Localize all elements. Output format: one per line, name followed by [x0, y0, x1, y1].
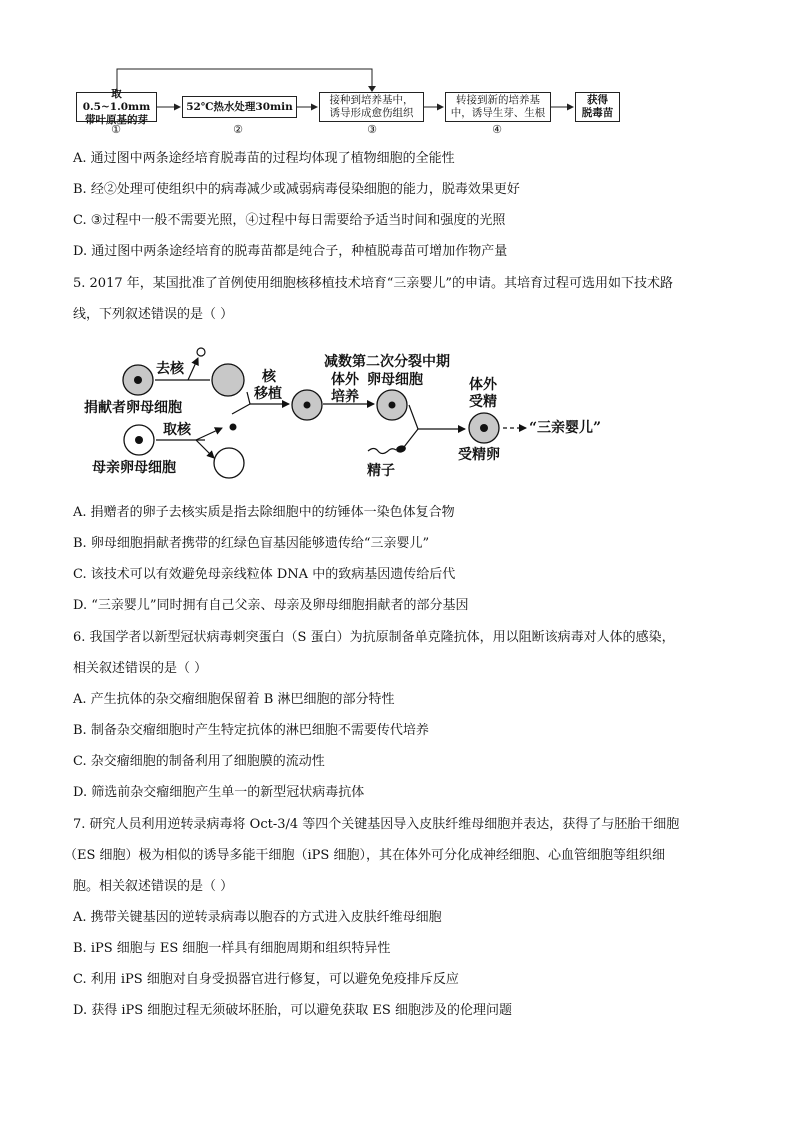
q5-option-d: D. “三亲婴儿”同时拥有自己父亲、母亲及卵母细胞捐献者的部分基因: [73, 598, 469, 613]
label-nuclear-transfer-1: 核: [262, 369, 276, 385]
flow-step-4: 转接到新的培养基 中，诱导生芽、生根: [445, 92, 551, 122]
donor-oocyte-nucleus: [134, 376, 142, 384]
label-zygote: 受精卵: [458, 447, 500, 463]
q4-option-a: A. 通过图中两条途经培育脱毒苗的过程均体现了植物细胞的全能性: [73, 151, 455, 166]
label-mii: 减数第二次分裂中期: [324, 354, 450, 370]
discarded-cytoplasm: [214, 448, 244, 478]
q5-option-b: B. 卵母细胞捐献者携带的红绿色盲基因能够遗传给“三亲婴儿”: [73, 536, 430, 551]
label-nuclear-transfer-2: 移植: [254, 386, 282, 402]
mii-oocyte-nucleus: [389, 402, 396, 409]
q4-option-c: C. ③过程中一般不需要光照，④过程中每日需要给予适当时间和强度的光照: [73, 213, 506, 228]
removed-nucleus: [197, 348, 205, 356]
q6-option-b: B. 制备杂交瘤细胞时产生特定抗体的淋巴细胞不需要传代培养: [73, 723, 429, 738]
q4-option-d: D. 通过图中两条途经培育的脱毒苗都是纯合子，种植脱毒苗可增加作物产量: [73, 244, 508, 259]
label-sperm: 精子: [367, 463, 395, 479]
q7-option-d: D. 获得 iPS 细胞过程无须破坏胚胎，可以避免获取 ES 细胞涉及的伦理问题: [73, 1003, 512, 1018]
label-culture-2: 培养: [331, 389, 359, 405]
enucleated-oocyte: [212, 364, 244, 396]
flow-step-1: 取0.5~1.0mm 带叶原基的芽: [76, 92, 157, 122]
label-mother-oocyte: 母亲卵母细胞: [92, 460, 176, 476]
q6-option-c: C. 杂交瘤细胞的制备利用了细胞膜的流动性: [73, 754, 325, 769]
label-three-parent-baby: “三亲婴儿”: [529, 420, 602, 436]
q7-option-c: C. 利用 iPS 细胞对自身受损器官进行修复，可以避免免疫排斥反应: [73, 972, 459, 987]
flow-step-5: 获得 脱毒苗: [575, 92, 620, 122]
label-donor-oocyte: 捐献者卵母细胞: [84, 400, 182, 416]
label-culture-1: 体外: [331, 372, 359, 388]
flow-label-1: ①: [111, 123, 121, 136]
flow-step-2: 52℃热水处理30min: [182, 96, 297, 118]
q7-stem-line-1: 7. 研究人员利用逆转录病毒将 Oct-3/4 等四个关键基因导入皮肤纤维母细胞并表达，获得了与胚胎干细胞: [73, 817, 680, 832]
q5-option-c: C. 该技术可以有效避免母亲线粒体 DNA 中的致病基因遗传给后代: [73, 567, 456, 582]
flow-step-3: 接种到培养基中， 诱导形成愈伤组织: [319, 92, 424, 122]
q7-stem-line-2: （ES 细胞）极为相似的诱导多能干细胞（iPS 细胞），其在体外可分化成神经细胞、心血管细胞等组织细: [64, 848, 665, 863]
label-enucleate: 去核: [156, 361, 184, 377]
q5-stem-line-1: 5. 2017 年，某国批准了首例使用细胞核移植技术培育“三亲婴儿”的申请。其培育过程可选用如下技术路: [73, 276, 674, 291]
flow-label-3: ③: [367, 123, 377, 136]
mother-oocyte-nucleus: [135, 436, 143, 444]
q7-option-a: A. 携带关键基因的逆转录病毒以胞吞的方式进入皮肤纤维母细胞: [73, 910, 442, 925]
zygote-nucleus: [480, 424, 488, 432]
q6-option-a: A. 产生抗体的杂交瘤细胞保留着 B 淋巴细胞的部分特性: [73, 692, 395, 707]
flow-label-2: ②: [233, 123, 243, 136]
q6-stem-line-1: 6. 我国学者以新型冠状病毒刺突蛋白（S 蛋白）为抗原制备单克隆抗体，用以阻断该病毒对人体的感染，: [73, 630, 675, 645]
flow-label-4: ④: [492, 123, 502, 136]
sperm-tail: [368, 449, 396, 454]
q5-option-a: A. 捐赠者的卵子去核实质是指去除细胞中的纺锤体一染色体复合物: [73, 505, 455, 520]
reconstructed-cell-nucleus: [304, 402, 311, 409]
q6-stem-line-2: 相关叙述错误的是（ ）: [73, 661, 208, 676]
q5-stem-line-2: 线，下列叙述错误的是（ ）: [73, 307, 234, 322]
extracted-nucleus: [230, 424, 237, 431]
q4-option-b: B. 经②处理可使组织中的病毒减少或减弱病毒侵染细胞的能力，脱毒效果更好: [73, 182, 520, 197]
q6-option-d: D. 筛选前杂交瘤细胞产生单一的新型冠状病毒抗体: [73, 785, 365, 800]
label-fert-1: 体外: [469, 377, 497, 393]
label-oocyte: 卵母细胞: [367, 372, 423, 388]
q7-option-b: B. iPS 细胞与 ES 细胞一样具有细胞周期和组织特异性: [73, 941, 391, 956]
label-fert-2: 受精: [469, 394, 497, 410]
q7-stem-line-3: 胞。相关叙述错误的是（ ）: [73, 879, 234, 894]
label-take-nucleus: 取核: [163, 422, 191, 438]
